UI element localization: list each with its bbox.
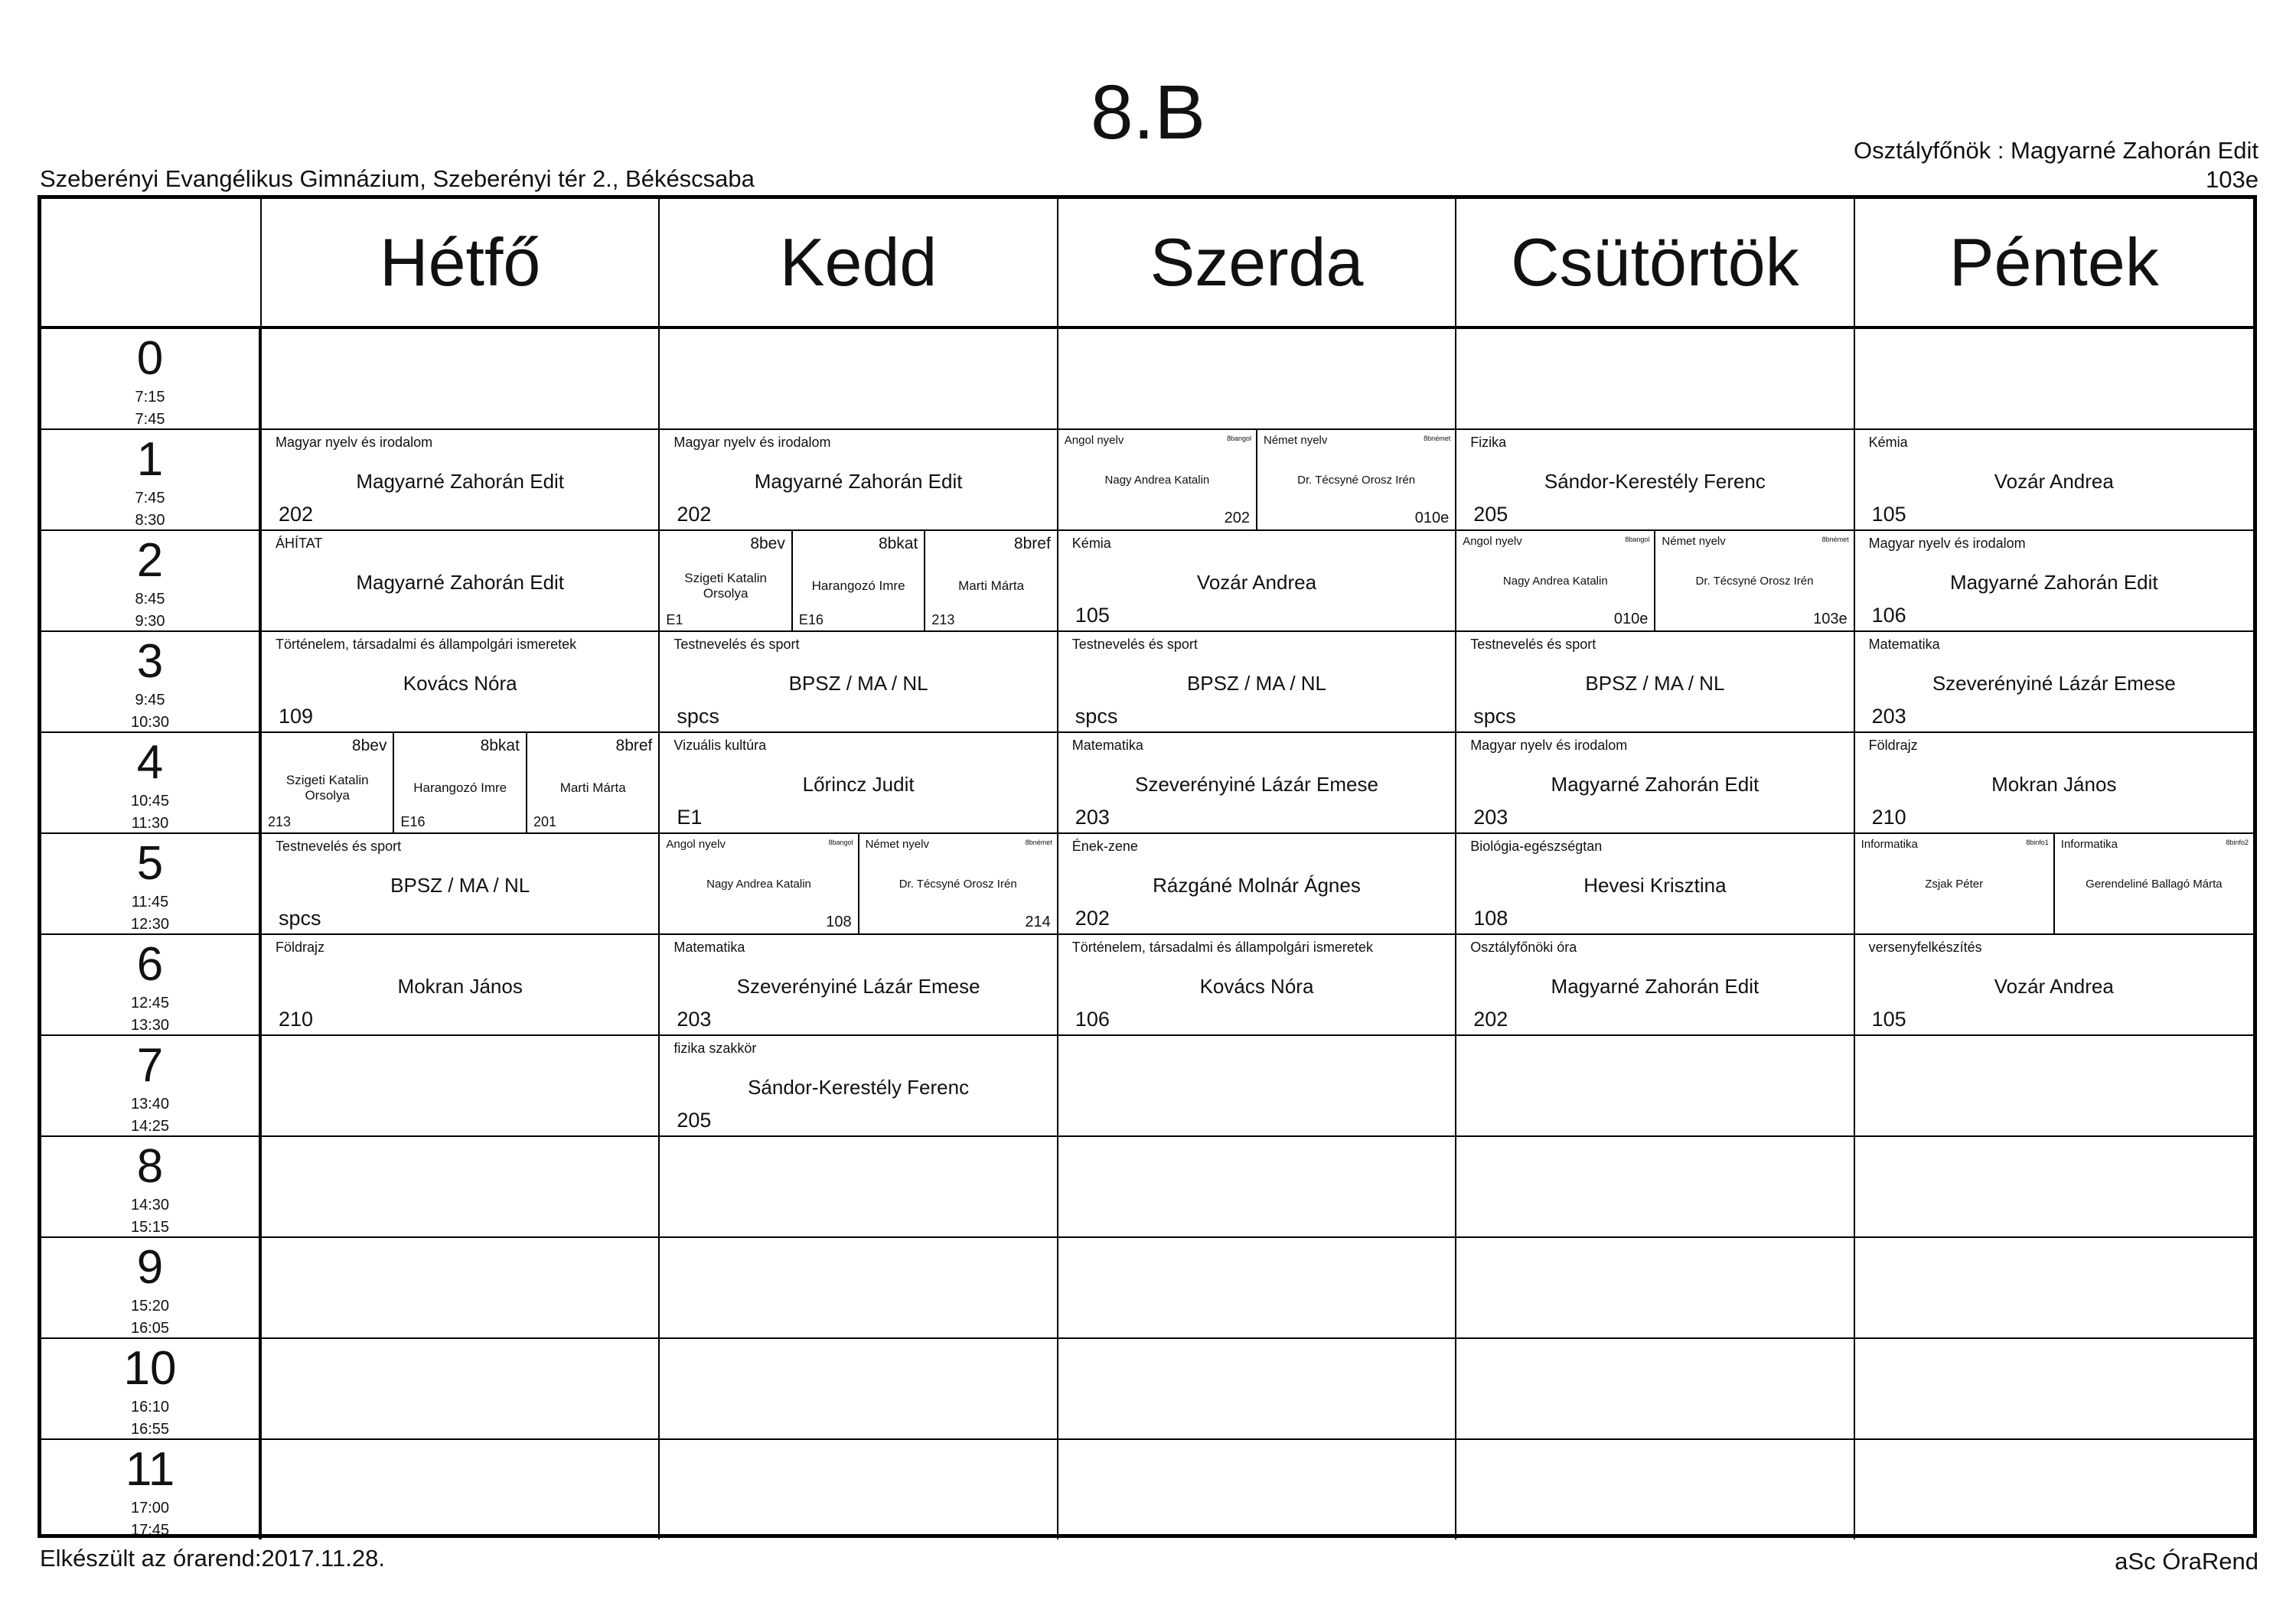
lesson	[1058, 935, 1455, 1034]
lesson-subject: Testnevelés és sport	[673, 637, 800, 652]
lesson-room: 105	[1871, 1008, 1906, 1031]
group-name: 8bref	[1013, 535, 1051, 552]
split-lesson-part	[2053, 834, 2253, 933]
period-end: 16:05	[130, 1320, 170, 1337]
lesson-teacher: Magyarné Zahorán Edit	[754, 470, 963, 493]
lesson-cell	[660, 1339, 1058, 1440]
period-start: 9:45	[135, 692, 165, 709]
software-credit: aSc ÓraRend	[2115, 1548, 2258, 1575]
lesson	[660, 935, 1056, 1034]
lesson-room: 103e	[1813, 611, 1848, 627]
lesson-teacher: Harangozó Imre	[811, 578, 905, 593]
split-lesson-part	[660, 834, 857, 933]
period-number: 2	[136, 534, 164, 587]
period-number: 4	[136, 736, 164, 789]
lesson-room: 105	[1075, 604, 1110, 627]
group-name: 8bev	[750, 535, 785, 552]
lesson-room: spcs	[279, 907, 321, 930]
period-start: 10:45	[130, 793, 170, 810]
group-name: 8bref	[615, 737, 653, 754]
group-lessons	[262, 733, 658, 832]
lesson	[1855, 430, 2253, 529]
lesson-cell	[1456, 733, 1854, 834]
lesson-teacher: BPSZ / MA / NL	[390, 874, 530, 897]
lesson-group: 8binfo1	[2026, 839, 2049, 846]
lesson-cell	[1058, 531, 1456, 632]
lesson-room: 108	[826, 914, 852, 930]
period-start: 13:40	[130, 1096, 170, 1112]
created-date: Elkészült az órarend:2017.11.28.	[40, 1545, 385, 1572]
period-number: 1	[136, 433, 164, 486]
lesson-room: 214	[1025, 914, 1051, 930]
period-number: 3	[136, 635, 164, 688]
lesson-teacher: Dr. Técsyné Orosz Irén	[899, 878, 1017, 891]
lesson-cell	[1058, 935, 1456, 1036]
lesson-teacher: Nagy Andrea Katalin	[1104, 474, 1210, 487]
lesson-subject: fizika szakkör	[673, 1041, 757, 1056]
lesson-cell	[262, 531, 660, 632]
group-lesson	[791, 531, 924, 630]
split-lesson	[1058, 430, 1455, 529]
lesson-cell	[262, 1440, 660, 1539]
lesson-subject: Földrajz	[1868, 738, 1918, 753]
head-teacher: Osztályfőnök : Magyarné Zahorán Edit	[1854, 137, 2258, 164]
lesson-cell	[660, 430, 1058, 531]
lesson-teacher: Hevesi Krisztina	[1583, 874, 1727, 897]
lesson-cell	[1058, 1440, 1456, 1539]
lesson-teacher: Kovács Nóra	[403, 672, 517, 695]
lesson-subject: Fizika	[1470, 435, 1507, 450]
split-lesson-part	[1456, 531, 1654, 630]
lesson-subject: Angol nyelv	[1064, 434, 1124, 447]
lesson-cell	[1855, 1238, 2253, 1339]
lesson-cell	[1855, 430, 2253, 531]
lesson-room: 010e	[1414, 510, 1450, 526]
lesson-room: 202	[1473, 1008, 1508, 1031]
day-header: Hétfő	[262, 199, 660, 329]
lesson-room: 203	[1871, 705, 1906, 728]
period-number: 11	[125, 1443, 175, 1496]
lesson-teacher: Mokran János	[397, 975, 523, 998]
period-end: 10:30	[130, 714, 170, 731]
lesson-subject: Matematika	[1868, 637, 1940, 652]
lesson-room: 203	[677, 1008, 712, 1031]
group-lesson	[526, 733, 658, 832]
lesson-room: 202	[1075, 907, 1110, 930]
lesson-cell	[1058, 1238, 1456, 1339]
lesson-cell	[1058, 632, 1456, 733]
lesson-subject: Testnevelés és sport	[276, 839, 402, 854]
lesson-room: 010e	[1613, 611, 1649, 627]
lesson-group: 8binfo2	[2226, 839, 2249, 846]
lesson-cell	[1058, 733, 1456, 834]
day-header: Szerda	[1058, 199, 1456, 329]
lesson-subject: Történelem, társadalmi és állampolgári ismeretek	[1071, 940, 1373, 955]
lesson-subject: Osztályfőnöki óra	[1470, 940, 1577, 955]
lesson-room: 203	[1075, 806, 1110, 829]
split-lesson-part	[858, 834, 1057, 933]
lesson-cell	[262, 733, 660, 834]
period-start: 15:20	[130, 1298, 170, 1314]
lesson-subject: Informatika	[1861, 838, 1918, 851]
lesson-subject: Kémia	[1071, 536, 1111, 551]
lesson-subject: Német nyelv	[865, 838, 929, 851]
lesson-cell	[262, 430, 660, 531]
lesson-cell	[262, 1036, 660, 1137]
lesson-cell	[1058, 430, 1456, 531]
lesson-cell	[1058, 329, 1456, 430]
period-number: 8	[136, 1140, 164, 1193]
lesson-group: 8bangol	[1625, 536, 1650, 543]
lesson-cell	[1058, 1339, 1456, 1440]
lesson-teacher: Dr. Técsyné Orosz Irén	[1695, 575, 1814, 588]
lesson-cell	[1058, 1137, 1456, 1238]
head-teacher-room: 103e	[2206, 166, 2258, 193]
split-lesson-part	[1654, 531, 1853, 630]
lesson	[1058, 531, 1455, 630]
lesson-subject: Testnevelés és sport	[1071, 637, 1198, 652]
lesson-teacher: BPSZ / MA / NL	[1585, 672, 1725, 695]
lesson	[262, 430, 658, 529]
lesson-cell	[1456, 834, 1854, 935]
lesson	[660, 733, 1056, 832]
lesson-cell	[262, 935, 660, 1036]
lesson-cell	[262, 632, 660, 733]
lesson-subject: Angol nyelv	[1463, 535, 1522, 548]
lesson-cell	[1855, 1137, 2253, 1238]
lesson-room: spcs	[677, 705, 719, 728]
lesson-teacher: Szigeti Katalin Orsolya	[285, 773, 369, 803]
group-name: 8bkat	[480, 737, 520, 754]
lesson-group: 8bnémet	[1424, 435, 1451, 442]
period-start: 7:15	[135, 389, 165, 406]
period-cell	[41, 1440, 262, 1539]
lesson-teacher: BPSZ / MA / NL	[788, 672, 928, 695]
lesson-teacher: Kovács Nóra	[1199, 975, 1314, 998]
lesson	[262, 531, 658, 630]
lesson-subject: Biológia-egészségtan	[1470, 839, 1603, 854]
lesson-cell	[660, 834, 1058, 935]
lesson-cell	[262, 329, 660, 430]
period-cell	[41, 329, 262, 430]
lesson-teacher: Vozár Andrea	[1994, 470, 2114, 493]
lesson-subject: versenyfelkészítés	[1868, 940, 1982, 955]
period-cell	[41, 834, 262, 935]
period-end: 7:45	[135, 411, 165, 428]
lesson-cell	[1855, 632, 2253, 733]
lesson-teacher: Szeverényiné Lázár Emese	[1932, 672, 2176, 695]
lesson-teacher: Nagy Andrea Katalin	[1502, 575, 1608, 588]
lesson-room: 203	[1473, 806, 1508, 829]
lesson-teacher: Marti Márta	[958, 578, 1025, 593]
period-number: 5	[136, 837, 164, 890]
lesson	[1058, 733, 1455, 832]
lesson-cell	[660, 1137, 1058, 1238]
period-number: 0	[136, 332, 164, 385]
period-number: 10	[123, 1342, 177, 1395]
lesson-group: 8bnémet	[1025, 839, 1052, 846]
lesson-cell	[1058, 1036, 1456, 1137]
lesson	[1855, 935, 2253, 1034]
group-lesson	[924, 531, 1056, 630]
lesson-subject: ÁHÍTAT	[276, 536, 323, 551]
lesson	[1456, 935, 1853, 1034]
lesson-subject: Testnevelés és sport	[1470, 637, 1596, 652]
period-cell	[41, 935, 262, 1036]
lesson-subject: Magyar nyelv és irodalom	[276, 435, 433, 450]
lesson-teacher: Sándor-Kerestély Ferenc	[748, 1076, 970, 1099]
lesson-room: E1	[666, 612, 683, 627]
lesson-room: 213	[931, 612, 955, 627]
period-end: 9:30	[135, 613, 165, 630]
period-start: 11:45	[131, 894, 169, 911]
lesson-teacher: Mokran János	[1991, 773, 2117, 796]
lesson-subject: Földrajz	[276, 940, 325, 955]
lesson	[1855, 733, 2253, 832]
period-start: 8:45	[135, 591, 165, 608]
lesson-subject: Informatika	[2060, 838, 2118, 851]
lesson-cell	[1456, 1440, 1854, 1539]
period-end: 11:30	[131, 815, 169, 832]
lesson	[1058, 834, 1455, 933]
split-lesson-part	[1058, 430, 1256, 529]
group-lesson	[393, 733, 525, 832]
lesson	[1456, 733, 1853, 832]
lesson-room: E1	[677, 806, 703, 829]
lesson-cell	[1058, 834, 1456, 935]
lesson-room: 109	[279, 705, 314, 728]
lesson-cell	[1855, 1036, 2253, 1137]
period-start: 7:45	[135, 490, 165, 507]
lesson-subject: Ének-zene	[1071, 839, 1138, 854]
lesson	[660, 632, 1056, 731]
lesson-cell	[262, 1238, 660, 1339]
lesson-subject: Német nyelv	[1662, 535, 1726, 548]
lesson-teacher: Nagy Andrea Katalin	[706, 878, 811, 891]
lesson-room: 105	[1871, 503, 1906, 526]
class-title: 8.B	[1090, 70, 1206, 155]
split-lesson	[660, 834, 1056, 933]
lesson	[1058, 632, 1455, 731]
lesson-cell	[262, 1137, 660, 1238]
day-header: Csütörtök	[1456, 199, 1854, 329]
lesson	[1456, 632, 1853, 731]
split-lesson	[1456, 531, 1853, 630]
lesson-cell	[660, 531, 1058, 632]
lesson-teacher: Szigeti Katalin Orsolya	[684, 571, 767, 601]
lesson	[1456, 834, 1853, 933]
lesson-cell	[1456, 1339, 1854, 1440]
lesson-teacher: Szeverényiné Lázár Emese	[736, 975, 980, 998]
lesson-group: 8bangol	[1226, 435, 1251, 442]
lesson	[660, 1036, 1056, 1135]
lesson-room: 205	[1473, 503, 1508, 526]
lesson-teacher: Zsjak Péter	[1925, 878, 1984, 891]
lesson-room: 213	[268, 814, 292, 829]
lesson-cell	[1855, 1440, 2253, 1539]
corner-cell	[41, 199, 262, 329]
period-number: 6	[136, 938, 164, 991]
lesson-teacher: Magyarné Zahorán Edit	[1551, 773, 1760, 796]
period-start: 16:10	[130, 1399, 170, 1415]
lesson-teacher: Lőrincz Judit	[802, 773, 915, 796]
lesson-room: 210	[1871, 806, 1906, 829]
lesson-teacher: Vozár Andrea	[1196, 571, 1317, 594]
period-cell	[41, 1339, 262, 1440]
day-header: Péntek	[1855, 199, 2253, 329]
group-name: 8bev	[351, 737, 387, 754]
lesson-teacher: Gerendeliné Ballagó Márta	[2086, 878, 2223, 891]
lesson-cell	[1456, 430, 1854, 531]
lesson-teacher: Rázgáné Molnár Ágnes	[1153, 874, 1361, 897]
lesson-cell	[1855, 329, 2253, 430]
group-name: 8bkat	[878, 535, 918, 552]
period-end: 12:30	[130, 916, 170, 933]
lesson-cell	[1855, 733, 2253, 834]
period-start: 14:30	[130, 1197, 170, 1213]
lesson	[262, 834, 658, 933]
lesson-room: 205	[677, 1109, 712, 1132]
lesson-cell	[1855, 935, 2253, 1036]
lesson-subject: Angol nyelv	[666, 838, 726, 851]
lesson-room: spcs	[1075, 705, 1118, 728]
lesson	[660, 430, 1056, 529]
lesson-cell	[1855, 1339, 2253, 1440]
group-lessons	[660, 531, 1056, 630]
period-end: 16:55	[130, 1421, 170, 1438]
lesson-subject: Magyar nyelv és irodalom	[1470, 738, 1628, 753]
split-lesson	[1855, 834, 2253, 933]
lesson-subject: Magyar nyelv és irodalom	[673, 435, 831, 450]
lesson-cell	[660, 632, 1058, 733]
lesson-subject: Magyar nyelv és irodalom	[1868, 536, 2026, 551]
lesson	[1456, 430, 1853, 529]
period-start: 12:45	[130, 995, 170, 1011]
lesson-cell	[1855, 834, 2253, 935]
period-cell	[41, 733, 262, 834]
school-name: Szeberényi Evangélikus Gimnázium, Szeberényi tér 2., Békéscsaba	[40, 165, 755, 192]
head-teacher-info	[1854, 136, 2258, 194]
lesson-group: 8bangol	[828, 839, 853, 846]
lesson-room: 201	[533, 814, 556, 829]
lesson-room: 202	[279, 503, 314, 526]
lesson-subject: Kémia	[1868, 435, 1908, 450]
period-cell	[41, 632, 262, 733]
lesson-cell	[1456, 1238, 1854, 1339]
lesson-room: 108	[1473, 907, 1508, 930]
lesson-subject: Matematika	[673, 940, 745, 955]
period-end: 15:15	[130, 1219, 170, 1236]
lesson-teacher: Marti Márta	[559, 780, 626, 795]
lesson-teacher: BPSZ / MA / NL	[1186, 672, 1327, 695]
lesson-room: spcs	[1473, 705, 1516, 728]
lesson-room: 106	[1871, 604, 1906, 627]
group-lesson	[660, 531, 791, 630]
period-end: 14:25	[130, 1118, 170, 1135]
lesson-cell	[660, 935, 1058, 1036]
lesson	[262, 935, 658, 1034]
lesson-room: 210	[279, 1008, 314, 1031]
lesson-subject: Vizuális kultúra	[673, 738, 767, 753]
lesson-teacher: Vozár Andrea	[1994, 975, 2114, 998]
lesson-cell	[262, 834, 660, 935]
period-start: 17:00	[130, 1500, 170, 1516]
lesson-cell	[1855, 531, 2253, 632]
lesson-group: 8bnémet	[1821, 536, 1849, 543]
period-cell	[41, 1137, 262, 1238]
timetable-grid	[38, 195, 2257, 1538]
lesson-cell	[660, 329, 1058, 430]
group-lesson	[262, 733, 393, 832]
lesson-cell	[1456, 329, 1854, 430]
period-cell	[41, 430, 262, 531]
lesson-room: 106	[1075, 1008, 1110, 1031]
lesson-teacher: Magyarné Zahorán Edit	[1551, 975, 1760, 998]
split-lesson-part	[1855, 834, 2053, 933]
lesson-cell	[660, 1238, 1058, 1339]
lesson-subject: Matematika	[1071, 738, 1143, 753]
lesson-room: E16	[400, 814, 426, 829]
lesson-cell	[1456, 531, 1854, 632]
lesson-teacher: Szeverényiné Lázár Emese	[1135, 773, 1378, 796]
lesson-teacher: Magyarné Zahorán Edit	[1949, 571, 2158, 594]
lesson-cell	[660, 1036, 1058, 1137]
lesson-subject: Történelem, társadalmi és állampolgári ismeretek	[276, 637, 577, 652]
lesson	[1855, 531, 2253, 630]
lesson-cell	[1456, 935, 1854, 1036]
lesson-cell	[1456, 1036, 1854, 1137]
lesson-cell	[262, 1339, 660, 1440]
lesson	[262, 632, 658, 731]
period-cell	[41, 531, 262, 632]
day-header: Kedd	[660, 199, 1058, 329]
period-number: 9	[136, 1241, 164, 1294]
lesson-subject: Német nyelv	[1264, 434, 1328, 447]
lesson-room: E16	[798, 612, 823, 627]
split-lesson-part	[1256, 430, 1455, 529]
period-cell	[41, 1036, 262, 1137]
lesson-teacher: Dr. Técsyné Orosz Irén	[1297, 474, 1416, 487]
period-end: 8:30	[135, 512, 165, 529]
lesson-teacher: Magyarné Zahorán Edit	[356, 470, 565, 493]
lesson-cell	[1456, 1137, 1854, 1238]
period-number: 7	[136, 1039, 164, 1092]
lesson-cell	[1456, 632, 1854, 733]
lesson	[1855, 632, 2253, 731]
lesson-cell	[660, 1440, 1058, 1539]
lesson-room: 202	[677, 503, 712, 526]
lesson-teacher: Harangozó Imre	[413, 780, 507, 795]
period-end: 13:30	[130, 1017, 170, 1034]
lesson-room: 202	[1224, 510, 1250, 526]
period-end: 17:45	[130, 1522, 170, 1539]
lesson-teacher: Sándor-Kerestély Ferenc	[1544, 470, 1766, 493]
lesson-cell	[660, 733, 1058, 834]
period-cell	[41, 1238, 262, 1339]
lesson-teacher: Magyarné Zahorán Edit	[356, 571, 565, 594]
